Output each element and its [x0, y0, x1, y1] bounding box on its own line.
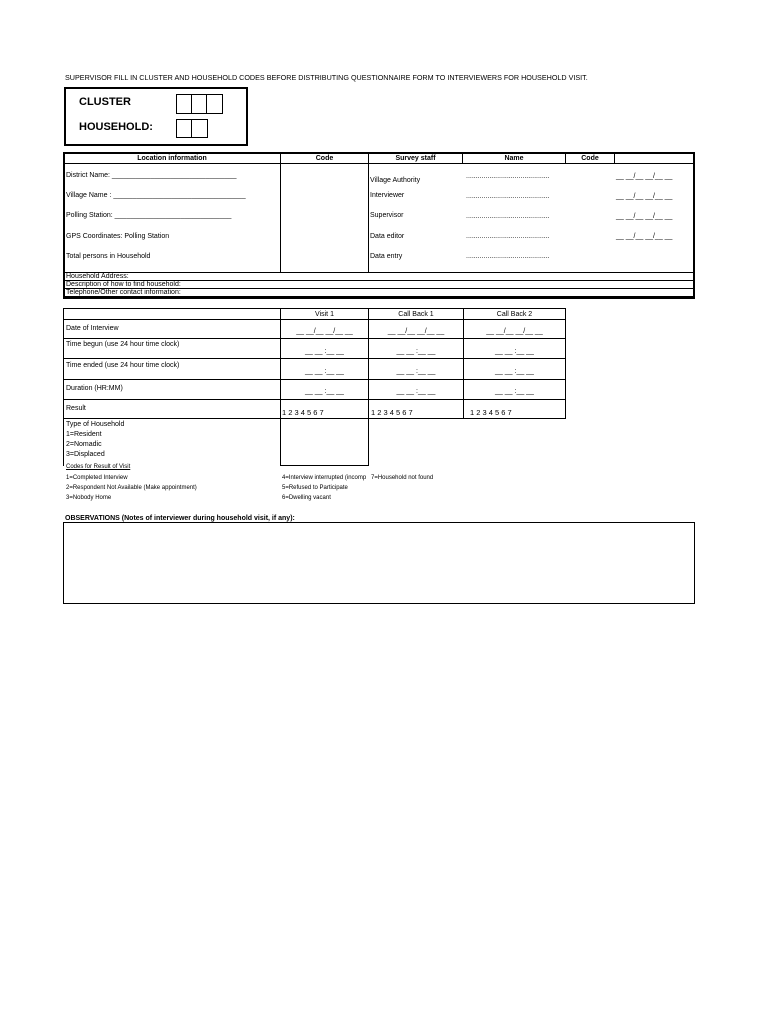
- codes-title: Codes for Result of Visit: [66, 464, 131, 470]
- time-ended-label: Time ended (use 24 hour time clock): [66, 362, 180, 369]
- date-field-village-authority[interactable]: __ __/__ __/__ __: [616, 173, 673, 180]
- district-name-field[interactable]: District Name: ________________________________: [66, 172, 237, 179]
- result-label: Result: [66, 405, 86, 412]
- visit1-time-ended[interactable]: __ __ :__ __: [305, 368, 344, 375]
- instruction-text: SUPERVISOR FILL IN CLUSTER AND HOUSEHOLD CODES BEFORE DISTRIBUTING QUESTIONNAIRE FORM TO INTERVIEWERS FOR HOUSEHOLD VISIT.: [65, 73, 588, 82]
- household-digit-2[interactable]: [191, 119, 208, 138]
- callback2-date[interactable]: __ __/__ __/__ __: [486, 328, 543, 335]
- col-visit-1: Visit 1: [315, 311, 334, 318]
- name-field-village-authority[interactable]: ...........................................: [466, 173, 550, 180]
- total-persons-label: Total persons in Household: [66, 253, 151, 260]
- callback1-duration[interactable]: __ __ :__ __: [396, 388, 436, 395]
- callback1-time-ended[interactable]: __ __ :__ __: [396, 368, 436, 375]
- cluster-label: CLUSTER: [79, 96, 131, 108]
- duration-label: Duration (HR:MM): [66, 385, 123, 392]
- code-5: 5=Refused to Participate: [282, 485, 348, 491]
- type-displaced: 3=Displaced: [66, 451, 105, 458]
- description-field[interactable]: Description of how to find household:: [66, 281, 181, 288]
- name-field-data-editor[interactable]: ...........................................: [466, 233, 550, 240]
- type-resident: 1=Resident: [66, 431, 102, 438]
- gps-label: GPS Coordinates: Polling Station: [66, 233, 170, 240]
- code-3: 3=Nobody Home: [66, 495, 112, 501]
- cluster-digit-3[interactable]: [206, 94, 223, 114]
- col-name: Name: [504, 155, 524, 162]
- name-field-data-entry[interactable]: ...........................................: [466, 253, 550, 260]
- staff-data-entry: Data entry: [370, 253, 403, 260]
- visit1-result-codes[interactable]: 1 2 3 4 5 6 7: [282, 408, 324, 417]
- callback2-duration[interactable]: __ __ :__ __: [495, 388, 534, 395]
- village-name-field[interactable]: Village Name : __________________________________: [66, 192, 246, 199]
- code-7: 7=Household not found: [371, 475, 434, 481]
- code-1: 1=Completed Interview: [66, 475, 128, 481]
- callback2-time-begun[interactable]: __ __ :__ __: [495, 348, 534, 355]
- household-address-field[interactable]: Household Address:: [66, 273, 129, 280]
- date-field-supervisor[interactable]: __ __/__ __/__ __: [616, 213, 673, 220]
- household-digit-1[interactable]: [176, 119, 192, 138]
- date-field-data-editor[interactable]: __ __/__ __/__ __: [616, 233, 673, 240]
- date-of-interview-label: Date of Interview: [66, 325, 119, 332]
- col-location-info: Location information: [137, 155, 207, 162]
- code-4: 4=Interview interrupted (incomp: [282, 475, 367, 481]
- type-nomadic: 2=Nomadic: [66, 441, 102, 448]
- telephone-field[interactable]: Telephone/Other contact information:: [66, 289, 181, 296]
- observations-box[interactable]: [63, 522, 695, 604]
- visit1-date[interactable]: __ __/__ __/__ __: [296, 328, 353, 335]
- col-code: Code: [315, 155, 334, 162]
- type-of-household-title: Type of Household: [66, 421, 125, 428]
- staff-data-editor: Data editor: [370, 233, 405, 240]
- visit1-duration[interactable]: __ __ :__ __: [305, 388, 344, 395]
- name-field-supervisor[interactable]: ...........................................: [466, 213, 550, 220]
- col-call-back-2: Call Back 2: [496, 311, 533, 318]
- time-begun-label: Time begun (use 24 hour time clock): [66, 341, 180, 348]
- cluster-digit-1[interactable]: [176, 94, 192, 114]
- name-field-interviewer[interactable]: ...........................................: [466, 193, 550, 200]
- staff-village-authority: Village Authority: [370, 177, 421, 184]
- callback2-result-codes[interactable]: 1 2 3 4 5 6 7: [470, 408, 512, 417]
- household-label: HOUSEHOLD:: [79, 121, 153, 133]
- visit1-time-begun[interactable]: __ __ :__ __: [305, 348, 344, 355]
- staff-interviewer: Interviewer: [370, 192, 405, 199]
- callback2-time-ended[interactable]: __ __ :__ __: [495, 368, 534, 375]
- observations-label: OBSERVATIONS (Notes of interviewer during household visit, if any):: [65, 515, 295, 522]
- code-2: 2=Respondent Not Available (Make appointment): [66, 485, 197, 491]
- cluster-digit-2[interactable]: [191, 94, 207, 114]
- col-survey-staff: Survey staff: [395, 155, 436, 162]
- callback1-date[interactable]: __ __/__ __/__ __: [387, 328, 445, 335]
- date-field-interviewer[interactable]: __ __/__ __/__ __: [616, 193, 673, 200]
- col-call-back-1: Call Back 1: [398, 311, 434, 318]
- staff-supervisor: Supervisor: [370, 212, 404, 219]
- callback1-time-begun[interactable]: __ __ :__ __: [396, 348, 436, 355]
- code-6: 6=Dwelling vacant: [282, 495, 331, 501]
- polling-station-field[interactable]: Polling Station: ______________________________: [66, 212, 232, 219]
- col-code-2: Code: [581, 155, 599, 162]
- callback1-result-codes[interactable]: 1 2 3 4 5 6 7: [371, 408, 413, 417]
